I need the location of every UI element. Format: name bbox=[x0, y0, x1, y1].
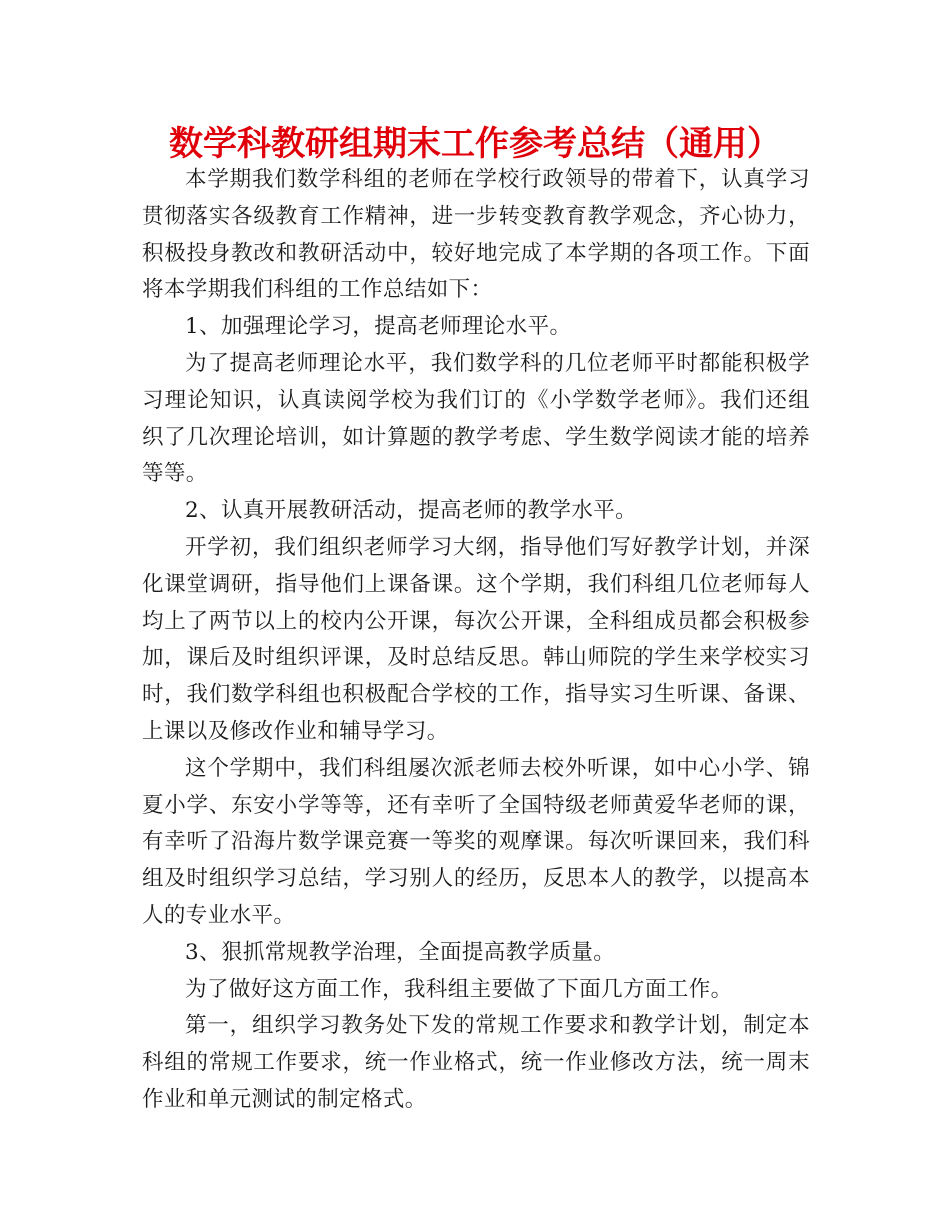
paragraph-heading-3: 3、狠抓常规教学治理，全面提高教学质量。 bbox=[185, 939, 616, 965]
paragraph-first-item: 第一，组织学习教务处下发的常规工作要求和教学计划，制定本科组的常规工作要求，统一作业格式，统一作业修改方法，统一周末作业和单元测试的制定格式。 bbox=[142, 1013, 810, 1112]
paragraph-theory-study: 为了提高老师理论水平，我们数学科的几位老师平时都能积极学习理论知识，认真读阅学校为我们订的《小学数学老师》。我们还组织了几次理论培训，如计算题的教学考虑、学生数学阅读才能的培养等等。 bbox=[142, 350, 810, 487]
paragraph-heading-1: 1、加强理论学习，提高老师理论水平。 bbox=[185, 314, 572, 340]
paragraph-work-overview: 为了做好这方面工作，我科组主要做了下面几方面工作。 bbox=[185, 976, 733, 1002]
paragraph-heading-2: 2、认真开展教研活动，提高老师的教学水平。 bbox=[185, 498, 638, 524]
document-body bbox=[142, 162, 810, 1119]
document-title: 数学科教研组期末工作参考总结（通用） bbox=[169, 124, 781, 164]
paragraph-intro: 本学期我们数学科组的老师在学校行政领导的带着下，认真学习贯彻落实各级教育工作精神，进一步转变教育教学观念，齐心协力，积极投身教改和教研活动中，较好地完成了本学期的各项工作。下面将本学期我们科组的工作总结如下： bbox=[142, 167, 810, 303]
paragraph-external-observation: 这个学期中，我们科组屡次派老师去校外听课，如中心小学、锦夏小学、东安小学等等，还有幸听了全国特级老师黄爱华老师的课，有幸听了沿海片数学课竞赛一等奖的观摩课。每次听课回来，我们科组及时组织学习总结，学习别人的经历，反思本人的教学，以提高本人的专业水平。 bbox=[142, 755, 810, 928]
paragraph-teaching-research: 开学初，我们组织老师学习大纲，指导他们写好教学计划，并深化课堂调研，指导他们上课备课。这个学期，我们科组几位老师每人均上了两节以上的校内公开课，每次公开课，全科组成员都会积极参加，课后及时组织评课，及时总结反思。韩山师院的学生来学校实习时，我们数学科组也积极配合学校的工作，指导实习生听课、备课、上课以及修改作业和辅导学习。 bbox=[142, 534, 810, 744]
